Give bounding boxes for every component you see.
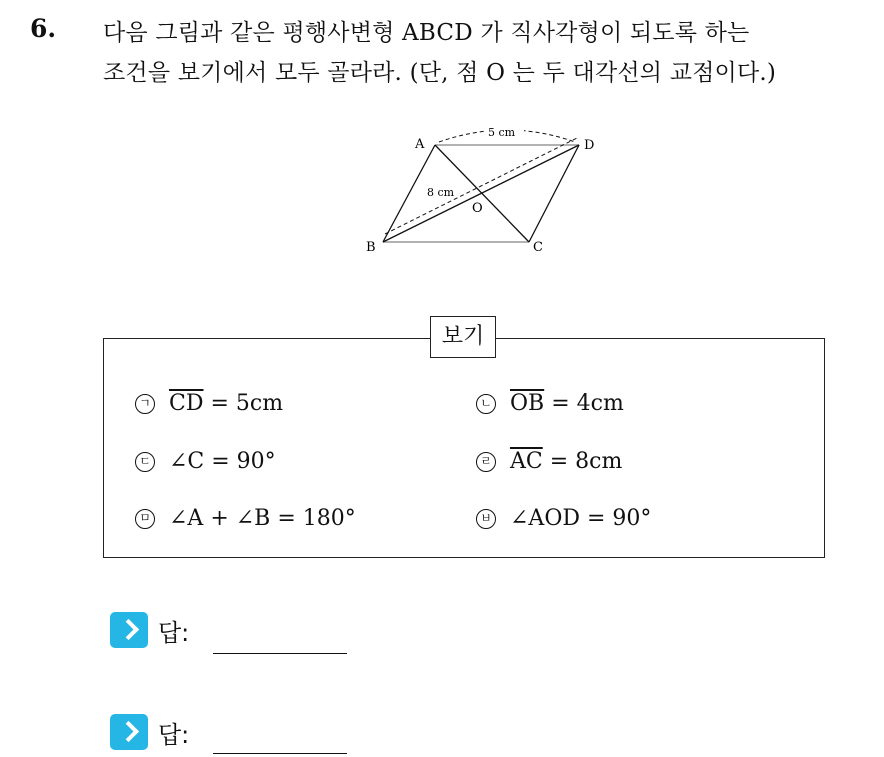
option-text: ∠C = 90° xyxy=(169,449,276,474)
diagonal-BD xyxy=(383,145,579,242)
option-4 xyxy=(476,449,622,474)
option-segment: $\overline{CD}$ xyxy=(169,391,204,416)
option-text: = 8cm xyxy=(542,449,623,474)
option-text: = 5cm xyxy=(203,391,284,416)
option-marker: ㄷ xyxy=(135,452,155,472)
option-3 xyxy=(135,449,276,474)
answer-label: 답: xyxy=(158,618,190,647)
option-segment: $\overline{OB}$ xyxy=(510,391,545,416)
answer-label: 답: xyxy=(158,720,190,749)
question-text-line1: 다음 그림과 같은 평행사변형 ABCD 가 직사각형이 되도록 하는 xyxy=(103,20,750,46)
dashed-line-BD xyxy=(385,138,577,234)
label-O: O xyxy=(472,201,483,216)
parallelogram-figure xyxy=(355,118,615,268)
answer-row-1 xyxy=(110,612,189,648)
question-text-line2: 조건을 보기에서 모두 골라라. (단, 점 O 는 두 대각선의 교점이다.) xyxy=(103,60,777,86)
label-B: B xyxy=(366,240,376,255)
option-text: ∠A + ∠B = 180° xyxy=(169,506,356,531)
option-1 xyxy=(135,391,283,416)
answer-blank-1[interactable] xyxy=(213,652,347,654)
option-marker: ㄱ xyxy=(135,394,155,414)
label-length-AD: 5 cm xyxy=(488,126,516,139)
label-A: A xyxy=(415,137,425,152)
option-5 xyxy=(135,506,356,531)
option-6 xyxy=(476,506,651,531)
option-text: = 4cm xyxy=(544,391,624,416)
answer-blank-2[interactable] xyxy=(213,752,347,754)
option-2 xyxy=(476,391,624,416)
option-marker: ㅂ xyxy=(476,509,496,529)
side-DC xyxy=(529,145,579,242)
option-marker: ㅁ xyxy=(135,509,155,529)
label-D: D xyxy=(584,138,595,153)
option-marker: ㄹ xyxy=(476,452,496,472)
bogi-title: 보기 xyxy=(430,316,496,358)
label-length-BO: 8 cm xyxy=(427,186,455,199)
label-C: C xyxy=(533,240,543,255)
option-text: ∠AOD = 90° xyxy=(510,506,652,531)
option-marker: ㄴ xyxy=(476,394,496,414)
chevron-right-icon xyxy=(110,714,148,750)
question-number: 6. xyxy=(30,14,57,43)
answer-row-2 xyxy=(110,714,189,750)
chevron-right-icon xyxy=(110,612,148,648)
option-segment: $\overline{AC}$ xyxy=(510,449,543,474)
